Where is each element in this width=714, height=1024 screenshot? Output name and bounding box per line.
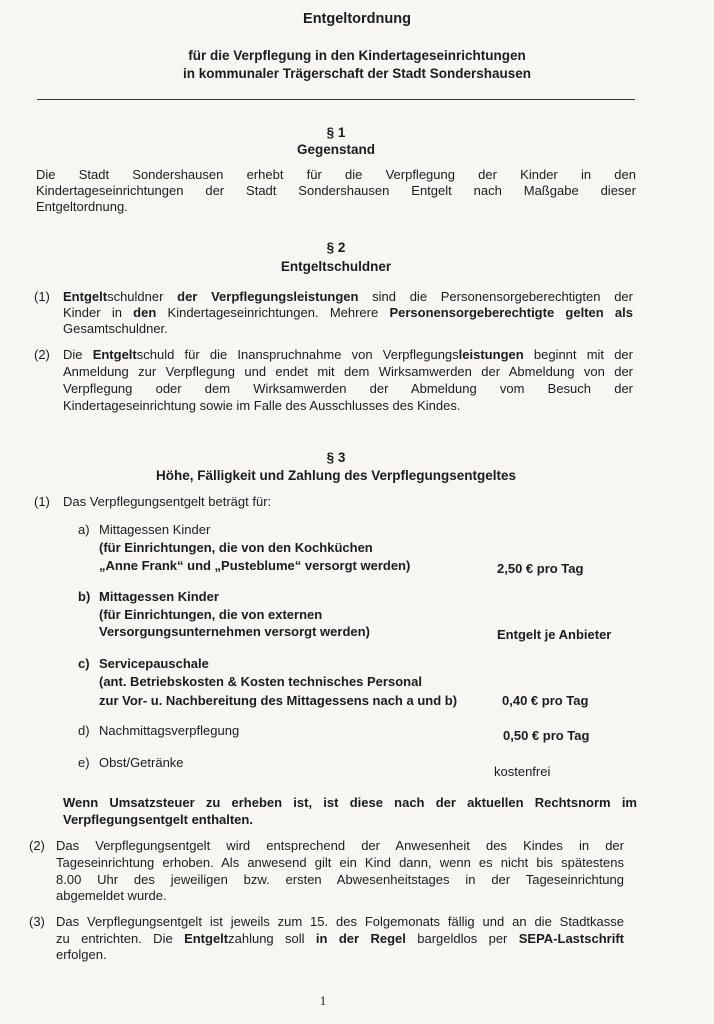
section-2-para-1-line xyxy=(63,289,633,305)
tax-note-line: Verpflegungsentgelt enthalten. xyxy=(63,812,253,827)
item-marker: c) xyxy=(78,656,90,671)
text-bold: den xyxy=(133,305,157,320)
text: sind die Personensorgeberechtigten der xyxy=(358,289,633,304)
text: schuld für die Inanspruchnahme von Verpflegungs xyxy=(136,347,459,362)
item-a-detail: „Anne Frank“ und „Pusteblume“ versorgt werden) xyxy=(99,558,411,573)
section-1-line: Entgeltordnung. xyxy=(36,199,128,214)
text: zahlung soll xyxy=(228,931,316,946)
section-2-number: § 2 xyxy=(326,240,346,255)
paragraph-marker: (3) xyxy=(29,914,45,929)
item-a-title: Mittagessen Kinder xyxy=(99,522,211,537)
section-3-para-3-line: erfolgen. xyxy=(56,947,107,962)
text-bold: Entgelt xyxy=(92,347,137,362)
text-bold: Entgelt xyxy=(184,931,229,946)
section-3-para-3-line xyxy=(56,931,624,947)
paragraph-marker: (2) xyxy=(34,347,50,362)
item-marker: a) xyxy=(78,522,90,537)
section-1-line: Die Stadt Sondershausen erhebt für die Verpflegung der Kinder in den xyxy=(36,167,636,182)
text: Kinder in xyxy=(63,305,134,320)
page-number: 1 xyxy=(319,993,327,1008)
paragraph-marker: (1) xyxy=(34,494,50,509)
item-a-detail: (für Einrichtungen, die von den Kochküchen xyxy=(99,540,373,555)
item-c-detail: zur Vor- u. Nachbereitung des Mittagessens nach a und b) xyxy=(99,693,458,708)
item-b-detail: Versorgungsunternehmen versorgt werden) xyxy=(99,624,370,639)
text-bold: Personensorgeberechtigte gelten als xyxy=(389,305,634,320)
text: Kindertageseinrichtungen. Mehrere xyxy=(156,305,390,320)
section-3-heading: Höhe, Fälligkeit und Zahlung des Verpflegungsentgeltes xyxy=(155,468,517,483)
section-2-para-1-line xyxy=(63,305,633,321)
paragraph-marker: (2) xyxy=(29,838,45,853)
section-3-para-1-intro: Das Verpflegungsentgelt beträgt für: xyxy=(63,494,272,509)
text-bold: leistungen xyxy=(458,347,524,362)
text: schuldner xyxy=(107,289,178,304)
section-3-para-2-line: Tageseinrichtung erhoben. Als anwesend gilt ein Kind dann, wenn es nicht bis spätestens xyxy=(56,855,624,870)
section-1-heading: Gegenstand xyxy=(296,142,375,157)
section-2-para-2-line: Anmeldung zur Verpflegung und endet mit dem Wirksamwerden der Abmeldung von der xyxy=(63,364,633,379)
text: Die xyxy=(63,347,93,362)
document-subtitle-line1: für die Verpflegung in den Kindertageseinrichtungen xyxy=(188,48,526,63)
item-d-price: 0,50 € pro Tag xyxy=(503,728,590,743)
section-2-para-1-line: Gesamtschuldner. xyxy=(63,321,168,336)
item-b-price: Entgelt je Anbieter xyxy=(497,627,612,642)
item-a-price: 2,50 € pro Tag xyxy=(497,561,584,576)
text: zu entrichten. Die xyxy=(56,931,185,946)
section-1-line: Kindertageseinrichtungen der Stadt Sondershausen Entgelt nach Maßgabe dieser xyxy=(36,183,636,198)
text-bold: Entgelt xyxy=(63,289,108,304)
tax-note-line: Wenn Umsatzsteuer zu erheben ist, ist diese nach der aktuellen Rechtsnorm im xyxy=(63,795,637,810)
section-3-para-2-line: abgemeldet wurde. xyxy=(56,888,167,903)
item-b-title: Mittagessen Kinder xyxy=(99,589,219,604)
text-bold: in der Regel xyxy=(315,931,406,946)
text-bold: SEPA-Lastschrift xyxy=(518,931,624,946)
item-e-title: Obst/Getränke xyxy=(99,755,184,770)
item-marker: d) xyxy=(78,723,90,738)
section-2-para-2-line xyxy=(63,347,633,363)
item-c-title: Servicepauschale xyxy=(99,656,209,671)
text: beginnt mit der xyxy=(523,347,633,362)
section-3-para-2-line: 8.00 Uhr des jeweiligen bzw. ersten Abwesenheitstages in der Tageseinrichtung xyxy=(56,872,624,887)
section-3-number: § 3 xyxy=(326,450,346,465)
text: bargeldlos per xyxy=(405,931,519,946)
item-c-price: 0,40 € pro Tag xyxy=(502,693,589,708)
section-3-para-2-line: Das Verpflegungsentgelt wird entsprechend der Anwesenheit des Kindes in der xyxy=(56,838,624,853)
item-marker: b) xyxy=(78,589,91,604)
item-e-price: kostenfrei xyxy=(494,764,551,779)
item-marker: e) xyxy=(78,755,90,770)
item-d-title: Nachmittagsverpflegung xyxy=(99,723,240,738)
header-divider xyxy=(37,99,635,100)
text-bold: der Verpflegungsleistungen xyxy=(177,289,359,304)
paragraph-marker: (1) xyxy=(34,289,50,304)
section-2-para-2-line: Verpflegung oder dem Wirksamwerden der Abmeldung vom Besuch der xyxy=(63,381,633,396)
item-c-detail: (ant. Betriebskosten & Kosten technisches Personal xyxy=(99,674,422,689)
document-title: Entgeltordnung xyxy=(303,11,411,27)
section-2-para-2-line: Kindertageseinrichtung sowie im Falle des Ausschlusses des Kindes. xyxy=(63,398,461,413)
document-subtitle-line2: in kommunaler Trägerschaft der Stadt Sondershausen xyxy=(182,66,532,81)
section-2-heading: Entgeltschuldner xyxy=(280,259,392,274)
section-1-number: § 1 xyxy=(326,125,346,140)
item-b-detail: (für Einrichtungen, die von externen xyxy=(99,607,323,622)
section-3-para-3-line: Das Verpflegungsentgelt ist jeweils zum 15. des Folgemonats fällig und an die Stadtkasse xyxy=(56,914,624,929)
